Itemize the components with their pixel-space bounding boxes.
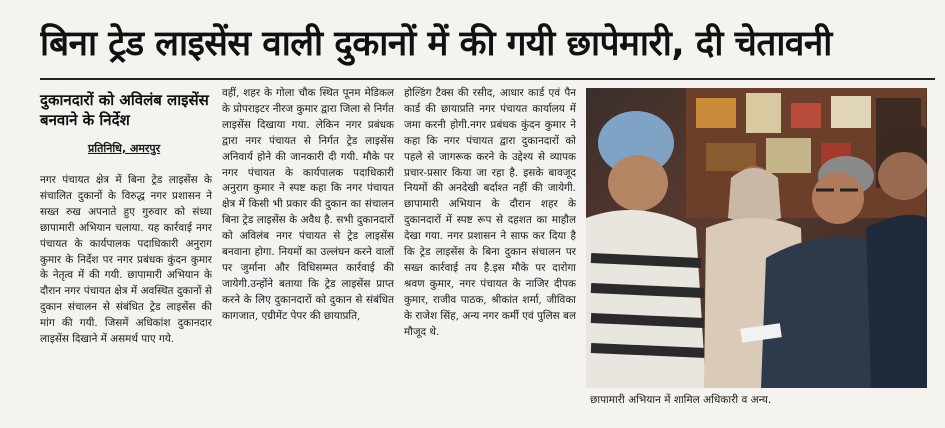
news-photo — [586, 88, 927, 388]
headline: बिना ट्रेड लाइसेंस वाली दुकानों में की गयी छापेमारी, दी चेतावनी — [40, 24, 832, 64]
article-column-2: वहीं, शहर के गोला चौक स्थित पूनम मेडिकल के प्रोपराइटर नीरज कुमार द्वारा जिला से निर्गत लाइसेंस दिखाया गया. लेकिन नगर प्रबंधक द्वारा नगर पंचायत से निर्गत ट्रेड लाइसेंस अनिवार्य होने की जानकारी दी गयी. मौके पर नगर पंचायत के कार्यपालक पदाधिकारी अनुराग कुमार ने स्पष्ट कहा कि नगर पंचायत क्षेत्र में किसी भी प्रकार की दुकान का संचालन बिना ट्रेड लाइसेंस के अवैध है. सभी दुकानदारों को अविलंब नगर पंचायत से ट्रेड लाइसेंस बनवाना होगा. नियमों का उल्लंघन करने वालों पर जुर्माना और विधिसम्मत कार्रवाई की जायेगी.उन्होंने बताया कि ट्रेड लाइसेंस प्राप्त करने के लिए दुकानदारों को दुकान से संबंधित कागजात, एग्रीमेंट पेपर की छायाप्रति, — [222, 87, 394, 322]
person-left — [586, 210, 706, 388]
byline: प्रतिनिधि, अमरपुर — [88, 142, 161, 155]
article-column-3: होल्डिंग टैक्स की रसीद, आधार कार्ड एवं पैन कार्ड की छायाप्रति नगर पंचायत कार्यालय में जमा करनी होगी.नगर प्रबंधक कुंदन कुमार ने कहा कि नगर पंचायत द्वारा दुकानदारों को पहले से जागरूक करने के उद्देश्य से व्यापक प्रचार-प्रसार किया जा रहा है. इसके बावजूद नियमों की अनदेखी बर्दाश्त नहीं की जायेगी. छापामारी अभियान के दौरान शहर के दुकानदारों में स्पष्ट रूप से दहशत का माहौल देखा गया. नगर प्रशासन ने साफ कर दिया है कि ट्रेड लाइसेंस के बिना दुकान संचालन पर सख्त कार्रवाई तय है.इस मौके पर दारोगा श्रवण कुमार, नगर पंचायत के नाजिर दीपक कुमार, राजीव पाठक, श्रीकांत शर्मा, जीविका के राजेश सिंह, अन्य नगर कर्मी एवं पुलिस बल मौजूद थे. — [404, 87, 576, 338]
subheadline: दुकानदारों को अविलंब लाइसेंस बनवाने के निर्देश — [40, 91, 209, 129]
headline-rule — [40, 78, 935, 80]
article-column-1: नगर पंचायत क्षेत्र में बिना ट्रेड लाइसेंस के संचालित दुकानों के विरुद्ध नगर प्रशासन ने सख्त रुख अपनाते हुए गुरुवार को संध्या छापामारी अभियान चलाया. यह कार्रवाई नगर पंचायत के कार्यपालक पदाधिकारी अनुराग कुमार के निर्देश पर नगर प्रबंधक कुंदन कुमार के नेतृत्व में की गयी. छापामारी अभियान के दौरान नगर पंचायत क्षेत्र में अवस्थित दुकानों से दुकान संचालन से संबंधित ट्रेड लाइसेंस की मांग की गयी. जिसमें अधिकांश दुकानदार लाइसेंस दिखाने में असमर्थ पाए गये. — [40, 174, 212, 346]
news-photo-illustration — [586, 88, 927, 388]
photo-caption: छापामारी अभियान में शामिल अधिकारी व अन्य. — [590, 394, 772, 406]
